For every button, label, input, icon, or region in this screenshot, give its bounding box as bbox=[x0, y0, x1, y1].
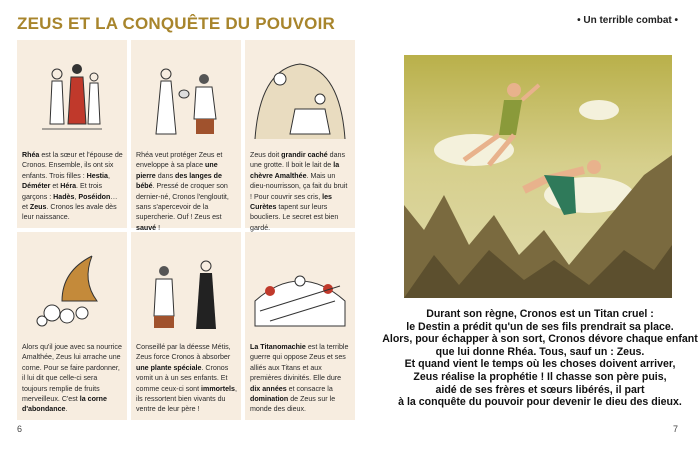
highlighted-term: Hestia bbox=[86, 171, 108, 180]
rhea-gives-stone-illustration bbox=[136, 46, 236, 146]
story-line: Durant son règne, Cronos est un Titan cruel : bbox=[426, 308, 654, 320]
page-number-left: 6 bbox=[17, 424, 23, 434]
highlighted-term: des langes de bébé bbox=[136, 171, 222, 191]
highlighted-term: domination bbox=[250, 395, 289, 404]
highlighted-term: grandir caché bbox=[281, 151, 328, 159]
panel-text bbox=[136, 342, 237, 415]
rhea-and-children-illustration bbox=[22, 46, 122, 146]
text-segment: et consacre la bbox=[286, 384, 333, 393]
zeus-vs-cronos-illustration bbox=[404, 55, 672, 298]
panel-text bbox=[22, 342, 123, 415]
text-segment: tapent sur leurs boucliers. Le secret est bien gardé. bbox=[250, 203, 339, 232]
metis-advice-illustration bbox=[136, 238, 236, 338]
text-segment: , bbox=[107, 171, 110, 180]
text-segment: ! bbox=[156, 223, 161, 232]
text-segment: est la sœur et l'épouse de Cronos. Ensemble, ils ont six enfants. Trois filles : bbox=[22, 151, 123, 180]
text-segment: . Et trois garçons : bbox=[22, 182, 103, 201]
story-line: à la conquête du pouvoir pour devenir le dieu des dieux. bbox=[398, 396, 682, 409]
text-segment: Alors qu'il joue avec sa nourrice Amalthée, Zeus lui arrache une corne. Pour se faire pardonner, il lui dit que celle-ci sera toujours remplie de fruits merveilleux. C'est bbox=[22, 343, 122, 404]
comic-grid bbox=[17, 40, 349, 420]
highlighted-term: Hadès bbox=[53, 192, 75, 201]
highlighted-term: une plante spéciale bbox=[136, 363, 202, 372]
text-segment: Conseillé par la déesse Métis, Zeus force Cronos à absorber bbox=[136, 343, 231, 362]
text-segment: dans bbox=[155, 171, 176, 180]
text-segment: de Zeus sur le monde des dieux. bbox=[250, 395, 336, 414]
text-segment: et bbox=[50, 182, 61, 191]
comic-panel bbox=[131, 40, 241, 232]
text-segment: Rhéa veut protéger Zeus et enveloppe à sa place bbox=[136, 151, 223, 170]
highlighted-term: dix années bbox=[250, 384, 287, 393]
panel-text bbox=[136, 150, 237, 233]
highlighted-term: Déméter bbox=[22, 182, 51, 191]
text-segment: est la terrible guerre qui oppose Zeus et ses alliés aux Titans et aux premières divinités. Elle dure bbox=[250, 343, 349, 383]
highlighted-term: La Titanomachie bbox=[250, 343, 306, 351]
horn-of-plenty-illustration bbox=[22, 238, 122, 338]
highlighted-term: la corne d'abondance bbox=[22, 395, 107, 414]
comic-panel bbox=[17, 40, 127, 228]
highlighted-term: sauvé bbox=[136, 223, 157, 232]
highlighted-term: une pierre bbox=[136, 161, 218, 180]
story-line: le Destin a prédit qu'un de ses fils prendrait sa place. bbox=[406, 320, 674, 333]
story-line: aidé de ses frères et sœurs libérés, il part bbox=[435, 383, 645, 396]
text-segment: . Cronos vomit un à un ses enfants. Et comme ceux-ci sont bbox=[136, 363, 229, 393]
page-title: ZEUS ET LA CONQUÊTE DU POUVOIR bbox=[17, 14, 336, 33]
highlighted-term: Zeus bbox=[29, 203, 47, 212]
text-segment: . Mais un dieu-nourrisson, ça fait du bruit ! Pour couvrir ses cris, bbox=[250, 171, 348, 201]
text-segment: . Cronos les avale dès leur naissance. bbox=[22, 203, 117, 222]
text-segment: . Pressé de croquer son dernier-né, Cronos l'engloutit, sans s'apercevoir de la supercherie. Ouf ! Zeus est bbox=[136, 182, 229, 222]
highlighted-term: immortels bbox=[201, 384, 235, 393]
highlighted-term: Rhéa bbox=[22, 151, 40, 159]
comic-panel bbox=[245, 40, 355, 232]
panel-text bbox=[250, 342, 351, 415]
text-segment: , ils ressortent bien vivants du ventre de leur père ! bbox=[136, 384, 237, 414]
section-label: • Un terrible combat • bbox=[577, 15, 678, 26]
panel-text bbox=[250, 150, 351, 233]
page-number-right: 7 bbox=[672, 424, 678, 434]
story-line: Et quand vient le temps où les choses doivent arriver, bbox=[404, 358, 676, 371]
text-segment: … et bbox=[22, 192, 118, 212]
highlighted-term: les Curètes bbox=[250, 192, 333, 212]
comic-panel bbox=[17, 232, 127, 420]
titanomachy-battle-illustration bbox=[250, 238, 350, 338]
comic-panel bbox=[245, 232, 355, 420]
cave-goat-illustration bbox=[250, 46, 350, 146]
text-segment: , bbox=[74, 192, 79, 201]
highlighted-term: la chèvre Amalthée bbox=[250, 161, 340, 180]
story-text bbox=[380, 308, 700, 409]
highlighted-term: Poséidon bbox=[78, 192, 111, 201]
story-line: que lui donne Rhéa. Tous, sauf un : Zeus. bbox=[435, 345, 645, 358]
text-segment: dans une grotte. Il boit le lait de bbox=[250, 151, 346, 170]
comic-panel bbox=[131, 232, 241, 420]
text-segment: . bbox=[65, 405, 68, 414]
story-line: Zeus réalise la prophétie ! Il chasse son père puis, bbox=[413, 370, 667, 383]
panel-text bbox=[22, 150, 123, 223]
text-segment: Zeus doit bbox=[250, 151, 282, 159]
highlighted-term: Héra bbox=[60, 182, 77, 191]
story-line: Alors, pour échapper à son sort, Cronos dévore chaque enfant bbox=[382, 333, 698, 346]
